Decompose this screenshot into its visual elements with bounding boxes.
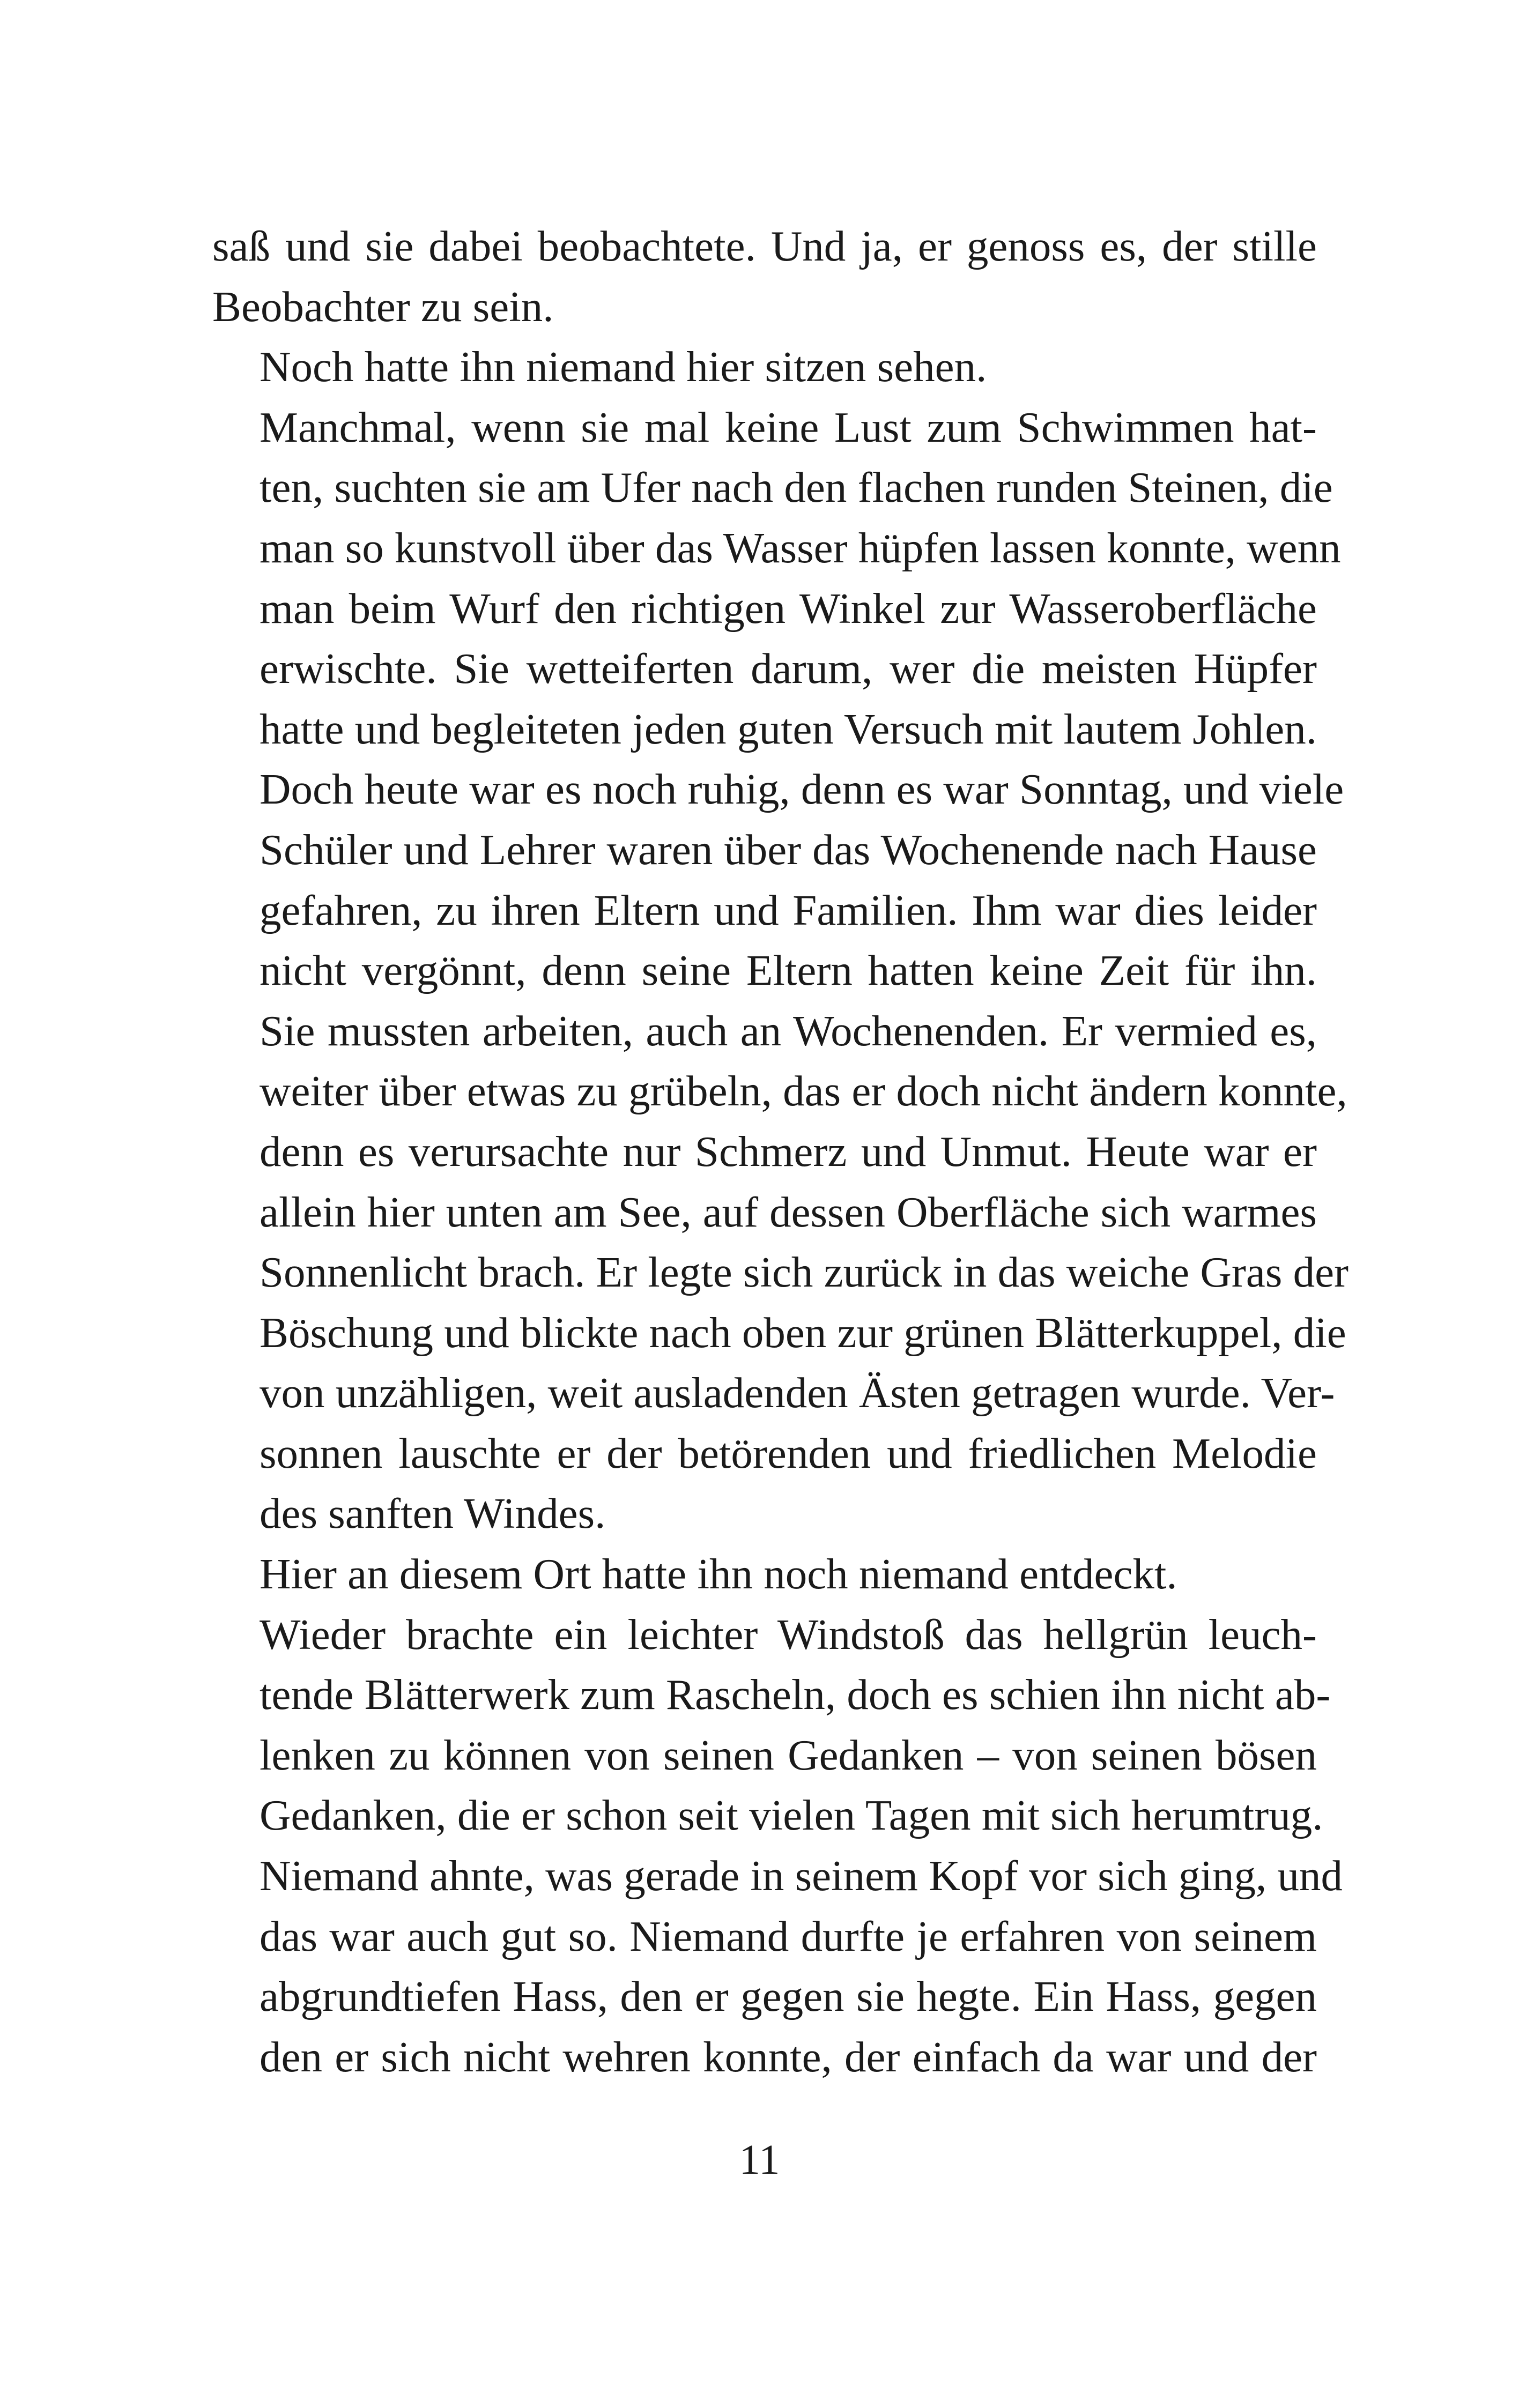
- text-line: gefahren, zu ihren Eltern und Familien. Ihm war dies leider: [260, 886, 1317, 934]
- text-line: Sonnenlicht brach. Er legte sich zurück in das weiche Gras der: [260, 1248, 1349, 1297]
- text-line: tende Blätterwerk zum Rascheln, doch es schien ihn nicht ab-: [260, 1670, 1331, 1719]
- text-line: weiter über etwas zu grübeln, das er doch nicht ändern konnte,: [260, 1067, 1347, 1116]
- paragraph: [212, 216, 1317, 337]
- text-line: sonnen lauschte er der betörenden und friedlichen Melodie: [260, 1429, 1317, 1477]
- text-line: erwischte. Sie wetteiferten darum, wer die meisten Hüpfer: [260, 644, 1317, 693]
- text-line: Beobachter zu sein.: [212, 282, 554, 331]
- page-number: 11: [739, 2137, 780, 2183]
- body-text: [212, 216, 1349, 2087]
- text-line: Hier an diesem Ort hatte ihn noch niemand entdeckt.: [260, 1550, 1177, 1599]
- text-line: Böschung und blickte nach oben zur grünen Blätterkuppel, die: [260, 1308, 1346, 1357]
- paragraph: [212, 337, 1317, 397]
- text-line: Doch heute war es noch ruhig, denn es war Sonntag, und viele: [260, 765, 1344, 814]
- text-line: Wieder brachte ein leichter Windstoß das hellgrün leuch-: [260, 1610, 1317, 1659]
- text-line: den er sich nicht wehren konnte, der einfach da war und der: [260, 2032, 1317, 2081]
- text-line: man so kunstvoll über das Wasser hüpfen lassen konnte, wenn: [260, 523, 1341, 572]
- text-line: lenken zu können von seinen Gedanken – von seinen bösen: [260, 1730, 1317, 1779]
- text-line: das war auch gut so. Niemand durfte je erfahren von seinem: [260, 1912, 1317, 1960]
- text-line: Manchmal, wenn sie mal keine Lust zum Schwimmen hat-: [260, 403, 1317, 451]
- text-line: ten, suchten sie am Ufer nach den flachen runden Steinen, die: [260, 463, 1333, 512]
- text-line: von unzähligen, weit ausladenden Ästen getragen wurde. Ver-: [260, 1369, 1335, 1417]
- text-line: hatte und begleiteten jeden guten Versuch mit lautem Johlen.: [260, 704, 1317, 753]
- paragraph: [212, 1604, 1343, 2087]
- text-line: abgrundtiefen Hass, den er gegen sie hegte. Ein Hass, gegen: [260, 1972, 1317, 2021]
- text-line: saß und sie dabei beobachtete. Und ja, er genoss es, der stille: [212, 222, 1317, 270]
- text-line: nicht vergönnt, denn seine Eltern hatten keine Zeit für ihn.: [260, 946, 1317, 995]
- text-line: Noch hatte ihn niemand hier sitzen sehen.: [260, 343, 987, 391]
- text-line: des sanften Windes.: [260, 1489, 606, 1538]
- paragraph: [212, 397, 1349, 1544]
- text-line: Niemand ahnte, was gerade in seinem Kopf vor sich ging, und: [260, 1852, 1343, 1900]
- text-line: Schüler und Lehrer waren über das Wochenende nach Hause: [260, 825, 1317, 874]
- text-line: man beim Wurf den richtigen Winkel zur Wasseroberfläche: [260, 584, 1317, 633]
- text-line: allein hier unten am See, auf dessen Oberfläche sich warmes: [260, 1187, 1317, 1236]
- text-line: Gedanken, die er schon seit vielen Tagen mit sich herumtrug.: [260, 1791, 1323, 1840]
- text-line: denn es verursachte nur Schmerz und Unmut. Heute war er: [260, 1127, 1317, 1176]
- paragraph: [212, 1544, 1317, 1604]
- text-line: Sie mussten arbeiten, auch an Wochenenden. Er vermied es,: [260, 1006, 1317, 1055]
